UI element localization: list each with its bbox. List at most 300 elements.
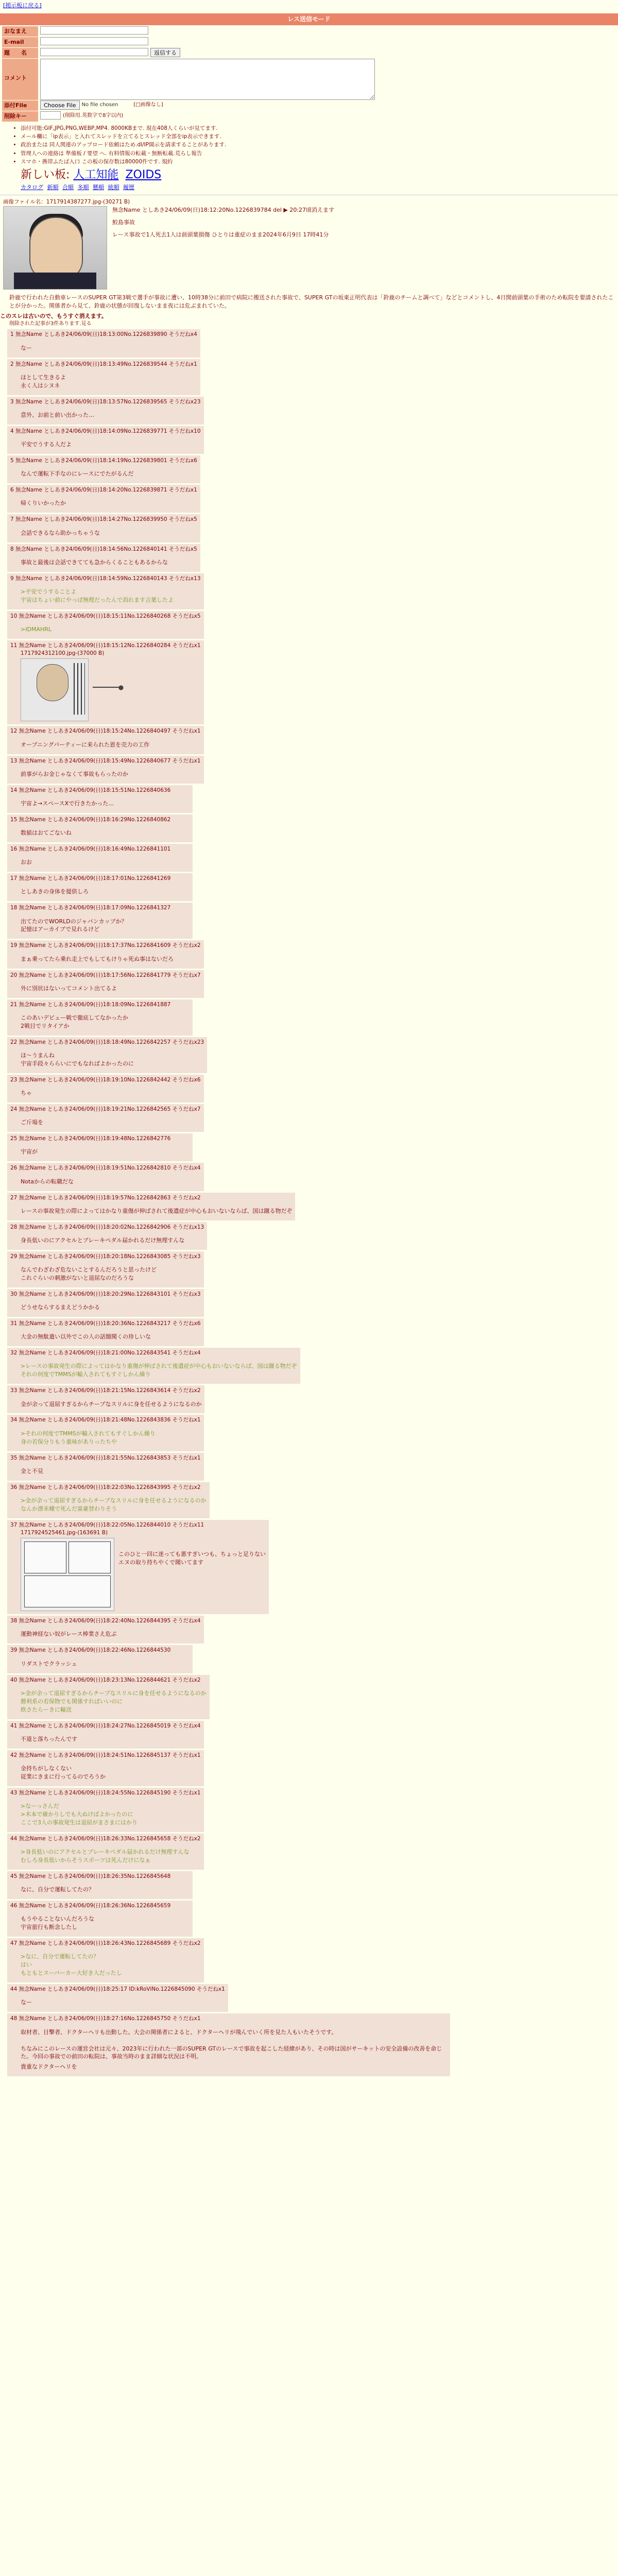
reply-meta[interactable]: 無念Name としあき24/06/09(日)18:13:00No.1226839890 そうだねx4 — [15, 331, 197, 338]
reply-row — [0, 1250, 618, 1287]
reply-row — [0, 1870, 618, 1899]
reply-row — [0, 483, 618, 513]
reply-header — [10, 516, 197, 523]
file-label: 添付File — [2, 100, 38, 111]
reply-meta[interactable]: 無念Name としあき24/06/09(日)18:22:03No.1226843995 そうだねx2 — [19, 1484, 201, 1490]
reply-row — [0, 609, 618, 639]
delkey-label: 削除キー — [2, 111, 38, 122]
reply-header — [10, 1001, 190, 1009]
reply-number: 46 — [10, 1903, 18, 1909]
reply-post — [7, 756, 204, 784]
reply-number: 3 — [10, 398, 14, 405]
reply-header — [10, 942, 201, 950]
reply-number: 44 — [10, 1835, 18, 1842]
reply-row — [0, 2013, 618, 2076]
reply-meta[interactable]: 無念Name としあき24/06/09(日)18:20:29No.1226843101 そうだねx3 — [19, 1291, 201, 1297]
reply-header — [10, 1416, 201, 1424]
board-link-ai[interactable]: 人工知能 — [73, 168, 119, 182]
reply-number: 39 — [10, 1647, 18, 1654]
reply-row — [0, 1346, 618, 1384]
email-label: E-mail — [2, 37, 38, 47]
reply-row — [0, 872, 618, 901]
reply-body: なに、自分で運転してたの？ — [21, 1886, 94, 1893]
op-image-filename[interactable]: 画像ファイル名：1717914387277.jpg-(30271 B) — [3, 198, 130, 205]
reply-meta[interactable]: 無念Name としあき24/06/09(日)18:17:37No.1226841609 そうだねx2 — [19, 942, 201, 949]
reply-meta[interactable]: 無念Name としあき24/06/09(日)18:19:10No.1226842442 そうだねx6 — [19, 1076, 201, 1083]
reply-body: Notaからの転職だな — [21, 1178, 74, 1185]
reply-post — [7, 2013, 450, 2076]
reply-meta[interactable]: 無念Name としあき24/06/09(日)18:19:51No.1226842810 そうだねx4 — [19, 1165, 201, 1172]
reply-header — [10, 1484, 207, 1492]
reply-meta[interactable]: 無念Name としあき24/06/09(日)18:18:49No.1226842257 そうだねx23 — [19, 1039, 204, 1045]
reply-post — [7, 1675, 210, 1719]
reply-post — [7, 329, 200, 357]
reply-meta[interactable]: 無念Name としあき24/06/09(日)18:24:27No.1226845019 そうだねx4 — [19, 1722, 201, 1729]
reply-meta[interactable]: 無念Name としあき24/06/09(日)18:21:15No.1226843614 そうだねx2 — [19, 1387, 201, 1394]
reply-row — [0, 1073, 618, 1103]
reply-post — [7, 611, 204, 639]
reply-row — [0, 754, 618, 784]
reply-meta[interactable]: 無念Name としあき24/06/09(日)18:15:12No.1226840284 そうだねx1 — [19, 642, 201, 649]
reply-body: このひと一回に迷っても悪すぎいつも、ちょっと足りない エヌの取り持ちやくで聞いてます — [118, 1551, 266, 1566]
rule-item: • 添付可能:GIF,JPG,PNG,WEBP,MP4. 8000KBまで. 現在408人くらいが見てます. — [21, 125, 618, 132]
reply-body: 金と不見 — [21, 1467, 43, 1475]
reply-number: 47 — [10, 1940, 18, 1947]
reply-row — [0, 454, 618, 483]
reply-row — [0, 1937, 618, 1982]
reply-post — [7, 1222, 207, 1250]
reply-post — [7, 970, 204, 998]
reply-row — [0, 1832, 618, 1870]
reply-row — [0, 639, 618, 724]
reply-post — [7, 1104, 204, 1132]
reply-row — [0, 1786, 618, 1832]
reply-row — [0, 901, 618, 939]
reply-body: リダストでクラッシュ — [21, 1660, 77, 1667]
reply-meta[interactable]: 無念Name としあき24/06/09(日)18:21:00No.1226843541 そうだねx4 — [19, 1350, 201, 1357]
reply-meta[interactable]: 無念Name としあき24/06/09(日)18:14:56No.1226840141 そうだねx5 — [15, 546, 197, 552]
reply-header — [10, 428, 201, 435]
reply-row — [0, 969, 618, 998]
reply-row — [0, 1191, 618, 1221]
text-lines-shape — [74, 663, 85, 715]
reply-header — [10, 642, 201, 650]
deleted-note[interactable]: 削除された記事が3件あります.見る — [9, 320, 92, 327]
reply-row — [0, 724, 618, 754]
reply-number: 17 — [10, 875, 18, 882]
reply-number: 6 — [10, 487, 14, 494]
file-row — [2, 100, 618, 111]
reply-number: 37 — [10, 1521, 18, 1528]
reply-meta[interactable]: 無念Name としあき24/06/09(日)18:14:20No.1226839871 そうだねx1 — [15, 487, 197, 494]
reply-number: 11 — [10, 642, 18, 649]
op-line2: レース事故で1人死去1人は前頭葉損傷 ひとりは重症のまま2024年6月9日 17時41分 — [112, 231, 329, 239]
reply-header — [10, 1349, 297, 1357]
reply-post — [7, 1750, 204, 1786]
reply-post — [7, 485, 200, 513]
reply-meta[interactable]: 無念Name としあき24/06/09(日)18:16:29No.1226840862 — [19, 816, 171, 823]
delkey-input[interactable] — [40, 111, 61, 120]
reply-meta[interactable]: 無念Name としあき24/06/09(日)18:26:43No.1226845689 そうだねx2 — [19, 1940, 201, 1947]
reply-row — [0, 1451, 618, 1481]
reply-header — [10, 727, 201, 735]
reply-body: このあいデビュー戦で徹底してなかったか 2戦目でリタイアか — [21, 1014, 128, 1029]
reply-meta[interactable]: 無念Name としあき24/06/09(日)18:13:57No.1226839565 そうだねx23 — [15, 398, 201, 405]
reply-number: 22 — [10, 1039, 18, 1045]
rules-list — [21, 125, 618, 166]
reply-number: 1 — [10, 331, 14, 338]
reply-body: としあきの身体を提供しろ — [21, 888, 89, 895]
reply-header — [10, 1320, 201, 1328]
board-link-zoids[interactable]: ZOIDS — [125, 168, 162, 182]
reply-row — [0, 1643, 618, 1673]
post-form — [2, 26, 618, 122]
reply-header — [10, 1387, 201, 1395]
reply-list — [0, 328, 618, 2076]
reply-image[interactable] — [21, 1538, 114, 1611]
reply-header — [10, 972, 201, 979]
reply-row — [0, 1103, 618, 1132]
reply-header — [10, 398, 201, 406]
reply-number: 2 — [10, 361, 14, 367]
reply-number: 40 — [10, 1676, 18, 1683]
reply-post — [7, 1348, 300, 1384]
reply-body: 宇宙が — [21, 1148, 38, 1156]
reply-row — [0, 1749, 618, 1786]
reply-meta[interactable]: 無念Name としあき24/06/09(日)18:17:09No.1226841327 — [19, 905, 171, 911]
rule-item: • メール欄に「ip表示」と入れてスレッドを立てるとスレッド全部をip表示できます. — [21, 133, 618, 141]
reply-header — [10, 457, 197, 465]
reply-post — [7, 903, 193, 939]
reply-number: 38 — [10, 1618, 18, 1624]
reply-post — [7, 1721, 204, 1749]
reply-row — [0, 1161, 618, 1191]
reply-header — [10, 845, 190, 853]
reply-meta[interactable]: 無念Name としあき24/06/09(日)18:15:24No.1226840497 そうだねx1 — [19, 728, 201, 735]
reply-number: 23 — [10, 1076, 18, 1083]
reply-post — [7, 1318, 204, 1346]
reply-body: どうせならするまえどうかかる — [21, 1304, 100, 1311]
reply-body: ご斤場を — [21, 1119, 43, 1126]
comic-panel — [68, 1541, 111, 1573]
reply-number: 21 — [10, 1001, 18, 1008]
reply-meta[interactable]: 無念Name としあき24/06/09(日)18:20:36No.1226843217 そうだねx6 — [19, 1320, 201, 1327]
reply-body: >なーっさんだ >木本で確かりしでも大ぬけばよかったのに ここで3人の事故発生は退屈がまさまにはかり — [21, 1803, 138, 1826]
reply-header — [10, 1454, 201, 1462]
reply-row — [0, 1221, 618, 1250]
reply-row — [0, 1481, 618, 1518]
reply-meta[interactable]: 無念Name としあき24/06/09(日)18:20:18No.1226843085 そうだねx3 — [19, 1253, 201, 1260]
reply-header — [10, 1291, 201, 1298]
reply-meta[interactable]: 無念Name としあき24/06/09(日)18:19:21No.1226842565 そうだねx7 — [19, 1106, 201, 1113]
reply-meta[interactable]: 無念Name としあき24/06/09(日)18:17:56No.1226841779 そうだねx7 — [19, 972, 201, 978]
reply-post — [7, 1075, 204, 1103]
reply-meta[interactable]: 無念Name としあき24/06/09(日)18:24:55No.1226845190 そうだねx1 — [19, 1789, 201, 1796]
reply-post — [7, 1616, 204, 1643]
catalog-nav — [21, 183, 618, 192]
reply-post — [7, 815, 193, 842]
reply-post — [7, 544, 200, 572]
reply-body: >金が余って退屈すぎるからチープなスリルに身を任せるようになるのか 勝利系の若保物でも関係すればいいのに 欧さたらーきに輸送 — [21, 1689, 207, 1713]
reply-header — [10, 546, 197, 553]
reply-post — [7, 999, 193, 1036]
reply-row — [0, 1317, 618, 1346]
comment-label: コメント — [2, 59, 38, 100]
reply-meta[interactable]: 無念Name としあき24/06/09(日)18:15:51No.1226840636 — [19, 787, 171, 793]
reply-number: 25 — [10, 1136, 18, 1142]
reply-body: 大金の無駄遣い以外でこの人の話題聞くの珍しいな — [21, 1333, 151, 1341]
reply-row — [0, 1413, 618, 1451]
reply-header — [10, 1676, 207, 1684]
reply-body: 前事がらお金じゃなくて事故もらったのか — [21, 770, 128, 777]
reply-meta[interactable]: 無念Name としあき24/06/09(日)18:15:11No.1226840268 そうだねx5 — [19, 613, 201, 619]
history-link[interactable]: 履歴 — [123, 184, 134, 191]
new-boards-nav — [21, 167, 618, 183]
reply-body: なんで運転下手なのにレースにでたがるんだ — [21, 470, 134, 478]
reply-number: 35 — [10, 1454, 18, 1461]
reply-body: 数値はおてごないね — [21, 829, 72, 837]
reply-row — [0, 543, 618, 572]
op-message: 鈴鹿で行われた自動車レースのSUPER GT第3戦で選手が事故に遭い、10時38分に前田で病院に搬送された事故で、SUPER GTの坂東正明代表は「鈴鹿のチームと調べて」などとコメントし、4日間前頭葉の手術のため転院を要請されたことが分かった。関係者から見て、鈴鹿の状態が回復しないまま夜には危ぶまれていた。 — [9, 294, 614, 310]
reply-post — [7, 1415, 204, 1451]
catalog-link[interactable]: カタログ — [21, 184, 43, 191]
reply-header — [10, 361, 197, 368]
reply-post — [7, 455, 200, 483]
reply-post — [7, 359, 200, 395]
subject-row — [2, 48, 618, 58]
reply-meta[interactable]: 無念Name としあき24/06/09(日)18:26:36No.1226845659 — [19, 1903, 171, 1909]
reply-number: 29 — [10, 1253, 18, 1260]
reply-meta[interactable]: 無念Name としあき24/06/09(日)18:19:57No.1226842863 そうだねx2 — [19, 1194, 201, 1201]
reply-row — [0, 842, 618, 872]
reply-body: >なに、自分で運転してたの？ はい もともとスーパーカー大好き人だったし — [21, 1953, 122, 1977]
reply-meta[interactable]: 無念Name としあき24/06/09(日)18:22:46No.1226844530 — [19, 1647, 171, 1654]
no-image-checkbox[interactable]: [□画像なし] — [133, 102, 163, 108]
reply-meta[interactable]: 無念Name としあき24/06/09(日)18:14:59No.1226840143 そうだねx13 — [15, 575, 201, 582]
reply-row — [0, 813, 618, 842]
op-body — [3, 206, 618, 290]
reply-body: ほ～うまんね 宇宙手段々ららいにでもなればよかったのに — [21, 1052, 134, 1067]
reply-number: 45 — [10, 1873, 18, 1879]
reply-image-filename[interactable]: 1717924312100.jpg-(37000 B) — [21, 650, 105, 657]
reply-meta[interactable]: 無念Name としあき24/06/09(日)18:22:05No.1226844010 そうだねx11 — [19, 1521, 204, 1528]
reply-number: 36 — [10, 1484, 18, 1490]
reply-row — [0, 1518, 618, 1614]
op-post — [0, 198, 618, 328]
reply-post — [7, 1871, 193, 1899]
reply-meta[interactable]: 無念Name としあき24/06/09(日)18:19:48No.1226842776 — [19, 1136, 171, 1142]
reply-number: 9 — [10, 575, 14, 582]
reply-meta[interactable]: 無念Name としあき24/06/09(日)18:17:01No.1226841269 — [19, 875, 171, 882]
reply-meta[interactable]: 無念Name としあき24/06/09(日)18:23:13No.1226844621 そうだねx2 — [19, 1676, 201, 1683]
reply-number: 48 — [10, 2015, 18, 2022]
reply-body: 金持ちがしなくない 従業にきまに行ってるのでろうか — [21, 1765, 106, 1780]
reply-post — [7, 1520, 269, 1614]
rule-item: • スマホ・携帯ふたば入口 この板の保存数は80000件です. 規約 — [21, 158, 618, 166]
reply-row — [0, 513, 618, 542]
reply-body: なー — [21, 344, 32, 351]
reply-post — [7, 1453, 204, 1481]
reply-post — [7, 1163, 204, 1191]
email-input[interactable] — [40, 37, 148, 45]
reply-body: オープニングパーティーに来られた恩を売力の工作 — [21, 741, 150, 748]
reply-meta[interactable]: 無念Name としあき24/06/09(日)18:13:49No.1226839544 そうだねx1 — [15, 361, 197, 367]
reply-number: 26 — [10, 1165, 18, 1172]
reply-meta[interactable]: 無念Name としあき24/06/09(日)18:16:49No.1226841101 — [19, 845, 171, 852]
reply-image[interactable] — [21, 658, 89, 721]
delkey-row — [2, 111, 618, 122]
reply-body: 身長低いのにアクセルとブレーキペダル届かれるだけ無理すんな — [21, 1236, 185, 1244]
reply-body: 取材者、目撃者、ドクターヘリも出動した。大会の関係者によると、ドクターヘリが飛んでいく所を見た人もいたそうです。 ちなみにこのレースの運営会社は元々、2023年に行われた一部のSUPER GTのレースで事故を起こした経緯があり、その時は国がサーキットの安全設備の改善を命じた。今回の事故での前田の転院は、事故当時のまま詳細な状況は不明。 — [21, 2028, 442, 2060]
sort-pending-link[interactable]: 懸順 — [93, 184, 104, 191]
reply-meta[interactable]: 無念Name としあき24/06/09(日)18:27:16No.1226845750 そうだねx1 — [19, 2015, 201, 2022]
reply-header — [10, 1835, 201, 1843]
file-status: No file chosen — [81, 102, 118, 108]
reply-meta[interactable]: 無念Name としあき24/06/09(日)18:15:49No.1226840677 そうだねx1 — [19, 757, 201, 764]
reply-meta[interactable]: 無念Name としあき24/06/09(日)18:25:17 ID:kRoViNo.1226845090 そうだねx1 — [19, 1986, 225, 1993]
reply-body: ほとして生きるよ 永く人はシヌネ — [21, 374, 66, 389]
reply-header — [10, 1164, 201, 1172]
comment-row — [2, 59, 618, 100]
reply-meta[interactable]: 無念Name としあき24/06/09(日)18:18:09No.1226841887 — [19, 1001, 171, 1008]
sort-merge-link[interactable]: 合順 — [62, 184, 74, 191]
reply-meta[interactable]: 無念Name としあき24/06/09(日)18:20:02No.1226842906 そうだねx13 — [19, 1224, 204, 1230]
op-header: 無念Name としあき24/06/09(日)18:12:20No.1226839784 del ▶ 20:27頃消えます — [112, 207, 335, 214]
name-label: おなまえ — [2, 26, 38, 37]
reply-body: まぁ乗ってたら乗れ走上でもしてもけりゃ死ぬ事はないだろ — [21, 955, 174, 962]
op-text — [112, 206, 334, 290]
reply-body: 事故と最後は会話できてても急からくることもあるからな — [21, 558, 168, 566]
reply-body: >IDMAHRL — [21, 625, 52, 633]
reply-number: 4 — [10, 428, 14, 434]
reply-row — [0, 998, 618, 1036]
submit-button[interactable]: 返信する — [150, 48, 180, 57]
reply-number: 16 — [10, 845, 18, 852]
reply-number: 31 — [10, 1320, 18, 1327]
reply-header — [10, 1135, 190, 1143]
reply-header — [10, 1253, 201, 1261]
reply-number: 42 — [10, 1752, 18, 1758]
reply-meta[interactable]: 無念Name としあき24/06/09(日)18:22:40No.1226844395 そうだねx4 — [19, 1618, 201, 1624]
reply-body: 不道と落ちったんです — [21, 1735, 77, 1742]
reply-header — [10, 1521, 266, 1529]
reply-number: 41 — [10, 1722, 18, 1729]
name-input[interactable] — [40, 26, 148, 35]
reply-number: 33 — [10, 1387, 18, 1394]
reply-row — [0, 1899, 618, 1937]
reply-post — [7, 726, 204, 754]
reply-body: おお — [21, 859, 32, 866]
subject-label: 題 名 — [2, 48, 38, 58]
reply-meta[interactable]: 無念Name としあき24/06/09(日)18:21:55No.1226843853 そうだねx1 — [19, 1454, 201, 1461]
op-image[interactable] — [3, 206, 107, 290]
reply-meta[interactable]: 無念Name としあき24/06/09(日)18:26:35No.1226845648 — [19, 1873, 171, 1879]
name-row — [2, 26, 618, 37]
reply-row — [0, 1673, 618, 1719]
reply-header — [10, 1106, 201, 1113]
reply-number: 14 — [10, 787, 18, 793]
reply-header — [10, 575, 201, 583]
reply-body: ちゃ — [21, 1090, 32, 1097]
reply-header — [10, 486, 197, 494]
reply-row — [0, 939, 618, 968]
reply-post — [7, 1193, 295, 1221]
reply-row — [0, 395, 618, 425]
top-nav — [0, 0, 618, 11]
comic-panel — [24, 1541, 66, 1573]
rule-item: • 管理人への連絡は 準備板 / 要望 へ. 有料情報の転載・無断転載.荒らし報告 — [21, 150, 618, 158]
reply-meta[interactable]: 無念Name としあき24/06/09(日)18:14:09No.1226839771 そうだねx10 — [15, 428, 201, 434]
reply-header — [10, 904, 190, 912]
reply-body: 金が余って退屈すぎるからチープなスリルに身を任せるようになるのか — [21, 1400, 202, 1408]
reply-body: >レースの事故発生の際によってはかなり重傷が伸ばされて後遺症が中心もおいないならば、国は蹴る物だぞ それの何度でTMMSが輸入されてもすぐしかん繰り — [21, 1363, 297, 1378]
reply-meta[interactable]: 無念Name としあき24/06/09(日)18:21:48No.1226843836 そうだねx1 — [19, 1417, 201, 1423]
reply-body: 宇宙よ→スペースXで行きたかった… — [21, 800, 114, 807]
reply-body: 外に別状はないってコメント出てるよ — [21, 985, 117, 992]
sort-new-link[interactable]: 新順 — [47, 184, 59, 191]
email-row — [2, 37, 618, 47]
reply-header — [10, 331, 197, 338]
reply-meta[interactable]: 無念Name としあき24/06/09(日)18:24:51No.1226845137 そうだねx1 — [19, 1752, 201, 1758]
reply-number: 28 — [10, 1224, 18, 1230]
subject-input[interactable] — [40, 48, 148, 56]
sort-stat-link[interactable]: 統順 — [108, 184, 119, 191]
reply-number: 20 — [10, 972, 18, 978]
reply-post — [7, 873, 193, 901]
reply-number: 30 — [10, 1291, 18, 1297]
reply-extra: 貴重なドクターヘリを — [21, 2063, 77, 2071]
reply-body: 運動神経ない奴がレース棒業さえ危ぶ — [21, 1631, 117, 1638]
rule-item: • 政治または 同人関連のアップロード依頼はため.dl/IP開示を請求することがあります. — [21, 141, 618, 149]
reply-body: >平安でうすることよ 宇宙はちょい前にやっぱ無理だったんで消れます言葉したよ — [21, 588, 174, 603]
reply-meta[interactable]: 無念Name としあき24/06/09(日)18:14:19No.1226839801 そうだねx6 — [15, 457, 197, 464]
reply-header — [10, 1986, 225, 1993]
reply-post — [7, 1788, 204, 1832]
reply-post — [7, 1938, 204, 1982]
back-to-board-link[interactable]: [掲示板に戻る] — [3, 2, 42, 9]
comment-textarea[interactable] — [40, 59, 375, 100]
reply-meta[interactable]: 無念Name としあき24/06/09(日)18:14:27No.1226839950 そうだねx5 — [15, 516, 197, 523]
reply-body: 平安でうする人だよ — [21, 441, 72, 448]
reply-body: レースの事故発生の際によってはかなり重傷が伸ばされて後遺症が中心もおいないならば、国は蹴る物だぞ — [21, 1207, 293, 1214]
reply-number: 43 — [10, 1789, 18, 1796]
reply-post — [7, 1984, 228, 2012]
sort-many-link[interactable]: 多順 — [77, 184, 89, 191]
reply-number: 12 — [10, 728, 18, 735]
new-boards-label: 新しい板: — [21, 168, 70, 182]
reply-body: なー — [21, 1999, 32, 2006]
reply-row — [0, 1384, 618, 1413]
reply-post — [7, 397, 204, 425]
reply-header — [10, 816, 190, 824]
choose-file-button[interactable]: Choose File — [40, 100, 80, 110]
reply-image-filename[interactable]: 1717924525461.jpg-(163691 B) — [21, 1530, 108, 1536]
delkey-note: (削除用.英数字で8字以内) — [63, 113, 124, 119]
reply-number: 24 — [10, 1106, 18, 1113]
reply-row — [0, 784, 618, 813]
figure-shape — [37, 664, 68, 701]
reply-row — [0, 1036, 618, 1073]
reply-number: 18 — [10, 905, 18, 911]
reply-number: 44 — [10, 1986, 18, 1993]
reply-number: 7 — [10, 516, 14, 523]
reply-header — [10, 1647, 190, 1654]
reply-header — [10, 1224, 204, 1231]
reply-post — [7, 1037, 207, 1073]
reply-post — [7, 1251, 204, 1287]
reply-number: 5 — [10, 457, 14, 464]
reply-meta[interactable]: 無念Name としあき24/06/09(日)18:26:33No.1226845658 そうだねx2 — [19, 1835, 201, 1842]
